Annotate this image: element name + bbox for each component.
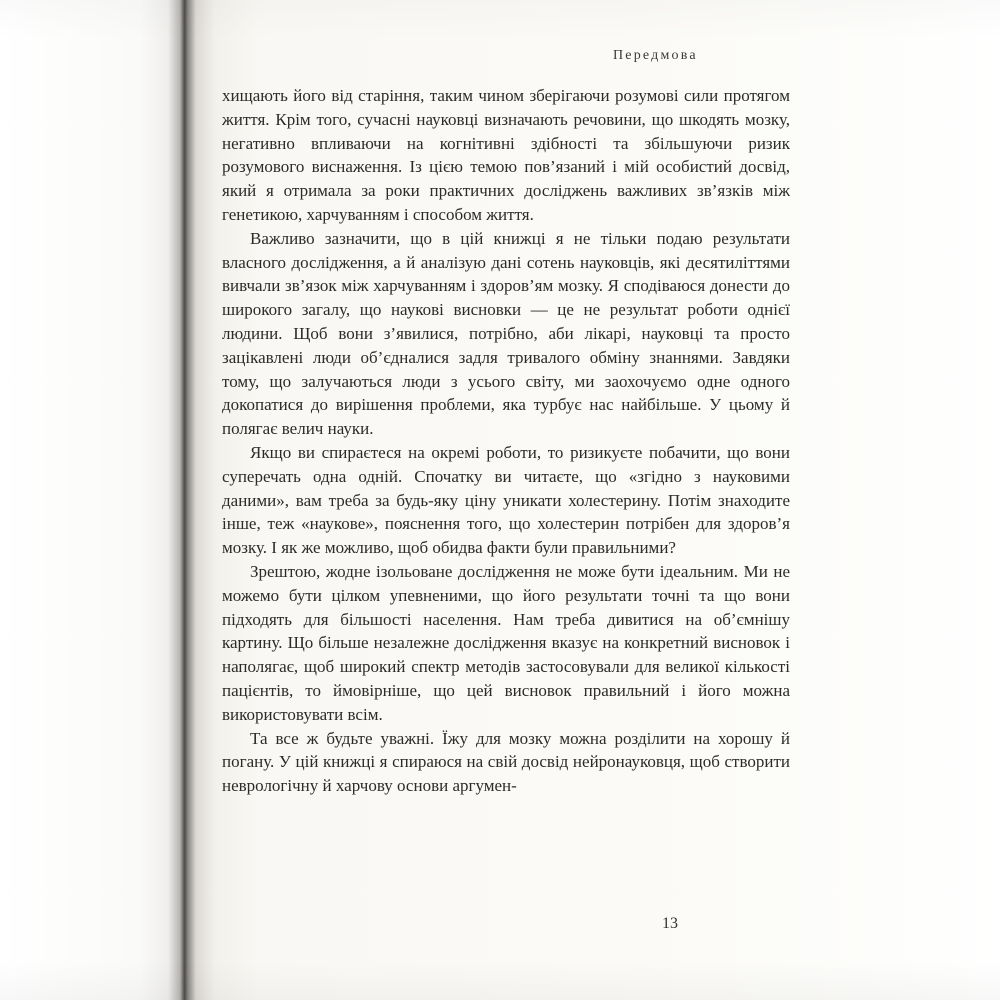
- paragraph: Важливо зазначити, що в цій книжці я не тільки подаю результати власного дослідження, а й аналізую дані сотень науковців, які десятиліттями вивчали зв’язок між харчуванням і здоров’ям мозку. Я сподіваюся донести до широкого загалу, що наукові висновки — це не результат роботи однієї людини. Щоб вони з’явилися, потрібно, аби лікарі, науковці та просто зацікавлені люди об’єдналися задля тривалого обміну знаннями. Завдяки тому, що залучаються люди з усього світу, ми заохочуємо одне одного докопатися до вирішення проблеми, яка турбує нас найбільше. У цьому й полягає велич науки.: [222, 228, 790, 439]
- paragraph: Та все ж будьте уважні. Їжу для мозку можна розділити на хорошу й погану. У цій книжці я спираюся на свій досвід нейронауковця, щоб створити неврологічну й харчову основи аргумен-: [222, 728, 790, 796]
- paragraph: Зрештою, жодне ізольоване дослідження не може бути ідеальним. Ми не можемо бути цілком упевненими, що його результати точні та що вони підходять для більшості населення. Нам треба дивитися на об’ємнішу картину. Що більше незалежне дослідження вказує на конкретний висновок і наполягає, щоб широкий спектр методів застосовували для великої кількості пацієнтів, то ймовірніше, що цей висновок правильний і його можна використовувати всім.: [222, 561, 790, 724]
- paragraph: хищають його від старіння, таким чином зберігаючи розумові сили протягом життя. Крім того, сучасні науковці визначають речовини, що шкодять мозку, негативно впливаючи на когнітивні здібності та збільшуючи ризик розумового виснаження. Із цією темою пов’язаний і мій особистий досвід, який я отримала за роки практичних досліджень важливих зв’язків між генетикою, харчуванням і способом життя.: [222, 86, 790, 224]
- running-header: Передмова: [613, 48, 698, 63]
- body-text: [222, 84, 790, 798]
- page-number: 13: [662, 915, 678, 932]
- paragraph: Якщо ви спираєтеся на окремі роботи, то ризикуєте побачити, що вони суперечать одна одній. Спочатку ви читаєте, що «згідно з науковими даними», вам треба за будь-яку ціну уникати холестерину. Потім знаходите інше, теж «наукове», пояснення того, що холестерин потрібен для здоров’я мозку. І як же можливо, щоб обидва факти були правильними?: [222, 442, 790, 558]
